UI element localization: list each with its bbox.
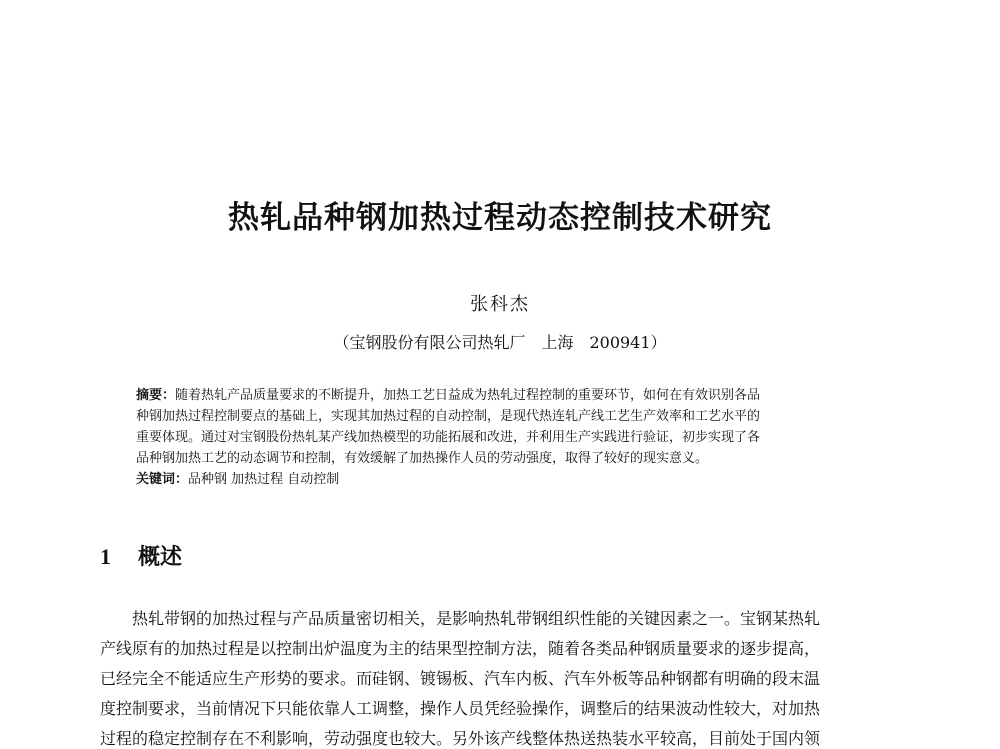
body-line: 已经完全不能适应生产形势的要求。而硅钢、镀锡板、汽车内板、汽车外板等品种钢都有明确的段末温	[100, 669, 821, 688]
abstract-label: 摘要：	[136, 388, 176, 403]
keywords-line	[136, 469, 876, 490]
section-number: 1	[100, 544, 111, 569]
abstract-line: 品种钢加热工艺的动态调节和控制，有效缓解了加热操作人员的劳动强度，取得了较好的现实意义。	[136, 451, 709, 466]
abstract-line: 重要体现。通过对宝钢股份热轧某产线加热模型的功能拓展和改进，并利用生产实践进行验证，初步实现了各	[136, 430, 761, 445]
abstract-line: 种钢加热过程控制要点的基础上，实现其加热过程的自动控制，是现代热连轧产线工艺生产效率和工艺水平的	[136, 409, 761, 424]
paper-title: 热轧品种钢加热过程动态控制技术研究	[228, 200, 772, 236]
abstract-text: 随着热轧产品质量要求的不断提升，加热工艺日益成为热轧过程控制的重要环节，如何在有效识别各品	[175, 388, 761, 403]
abstract-line	[136, 385, 876, 406]
abstract-block	[136, 385, 876, 490]
section-body	[100, 604, 900, 749]
section-heading	[100, 540, 182, 571]
keywords-text: 品种钢 加热过程 自动控制	[188, 472, 340, 487]
body-line: 产线原有的加热过程是以控制出炉温度为主的结果型控制方法，随着各类品种钢质量要求的逐步提高，	[100, 639, 821, 658]
keywords-label: 关键词：	[136, 472, 189, 487]
body-line: 热轧带钢的加热过程与产品质量密切相关，是影响热轧带钢组织性能的关键因素之一。宝钢某热轧	[100, 609, 821, 628]
body-line: 过程的稳定控制存在不利影响，劳动强度也较大。另外该产线整体热送热装水平较高，目前处于国内领	[100, 729, 821, 748]
author-affiliation: （宝钢股份有限公司热轧厂 上海 200941）	[333, 333, 667, 352]
body-line: 度控制要求，当前情况下只能依靠人工调整，操作人员凭经验操作，调整后的结果波动性较大，对加热	[100, 699, 821, 718]
section-title: 概述	[138, 545, 183, 570]
author-name: 张科杰	[470, 294, 530, 315]
